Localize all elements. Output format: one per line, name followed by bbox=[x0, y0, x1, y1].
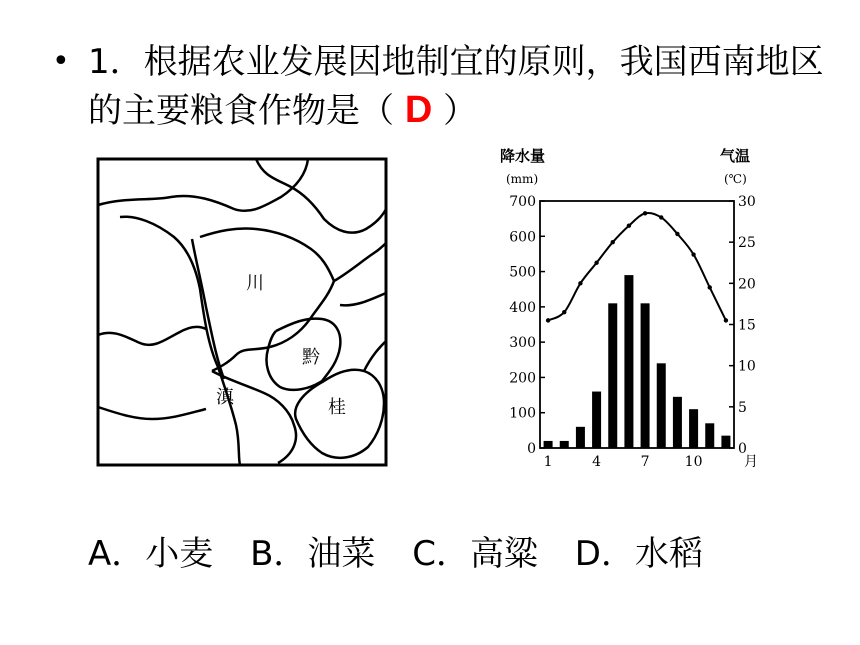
precip-bar-5 bbox=[608, 303, 617, 448]
right-tick-label-5: 5 bbox=[738, 399, 747, 416]
x-tick-label-4: 4 bbox=[592, 454, 602, 470]
boundary-top-right bbox=[256, 159, 386, 233]
answer-options bbox=[88, 530, 729, 578]
question-text-before: 1．根据农业发展因地制宜的原则，我国西南地区的主要粮食作物是（ bbox=[88, 42, 824, 131]
x-axis-unit: 月 bbox=[744, 454, 758, 470]
temp-point-9 bbox=[675, 232, 679, 236]
left-tick-label-0: 0 bbox=[527, 441, 536, 457]
map-label-sichuan: 川 bbox=[246, 273, 264, 294]
left-tick-label-500: 500 bbox=[509, 264, 536, 281]
question-text bbox=[88, 38, 828, 135]
climate-chart bbox=[492, 143, 772, 473]
right-tick-label-10: 10 bbox=[738, 358, 756, 375]
temp-point-12 bbox=[724, 318, 728, 322]
question-text-after: ） bbox=[432, 91, 478, 131]
temp-point-1 bbox=[546, 318, 550, 322]
precip-bar-8 bbox=[657, 363, 666, 448]
precip-bar-9 bbox=[673, 397, 682, 448]
map-label-guangxi: 桂 bbox=[328, 397, 346, 418]
x-tick-label-10: 10 bbox=[684, 454, 703, 470]
plot-frame bbox=[540, 201, 734, 448]
precip-bar-6 bbox=[624, 275, 633, 448]
precip-bar-7 bbox=[641, 303, 650, 448]
option-c[interactable]: C．高粱 bbox=[412, 534, 538, 574]
left-axis-title: 降水量 bbox=[500, 147, 546, 165]
right-tick-label-0: 0 bbox=[738, 441, 747, 457]
right-axis-title: 气温 bbox=[720, 147, 751, 165]
x-tick-label-1: 1 bbox=[543, 454, 553, 470]
left-tick-label-100: 100 bbox=[509, 405, 536, 422]
answer-mark: D bbox=[404, 89, 433, 131]
boundary-top bbox=[98, 159, 308, 211]
boundary-south-east bbox=[364, 341, 386, 371]
temp-point-5 bbox=[611, 240, 615, 244]
right-tick-label-25: 25 bbox=[738, 235, 756, 252]
left-axis-unit: (mm) bbox=[506, 172, 539, 186]
right-tick-label-30: 30 bbox=[738, 194, 756, 210]
precip-bar-3 bbox=[576, 427, 585, 448]
precip-bar-12 bbox=[721, 436, 730, 448]
temp-point-4 bbox=[594, 261, 598, 265]
left-tick-label-400: 400 bbox=[509, 299, 536, 316]
temp-point-10 bbox=[691, 252, 695, 256]
boundary-sichuan-north bbox=[200, 228, 334, 281]
right-tick-label-20: 20 bbox=[738, 276, 756, 293]
boundary-east-2 bbox=[340, 293, 386, 305]
left-tick-label-300: 300 bbox=[509, 335, 536, 352]
left-tick-label-600: 600 bbox=[509, 229, 536, 246]
temp-point-11 bbox=[708, 285, 712, 289]
temperature-line bbox=[548, 213, 726, 320]
left-tick-label-200: 200 bbox=[509, 370, 536, 387]
precip-bar-10 bbox=[689, 409, 698, 448]
precip-bar-11 bbox=[705, 423, 714, 448]
temp-point-8 bbox=[659, 215, 663, 219]
x-tick-label-7: 7 bbox=[640, 454, 650, 470]
precip-bar-4 bbox=[592, 392, 601, 448]
temp-point-7 bbox=[643, 211, 647, 215]
left-tick-label-700: 700 bbox=[509, 194, 536, 210]
temp-point-2 bbox=[562, 310, 566, 314]
boundary-sichuan-west-inner bbox=[192, 239, 224, 379]
boundary-west bbox=[98, 327, 206, 345]
map-label-guizhou: 黔 bbox=[302, 347, 320, 368]
southwest-china-map bbox=[96, 157, 388, 467]
temp-point-6 bbox=[627, 224, 631, 228]
right-tick-label-15: 15 bbox=[738, 317, 756, 334]
boundary-yunnan-west bbox=[98, 407, 206, 419]
right-axis-unit: (℃) bbox=[724, 172, 747, 186]
bullet: • bbox=[52, 44, 70, 79]
option-d[interactable]: D．水稻 bbox=[574, 534, 703, 574]
option-a[interactable]: A．小麦 bbox=[88, 534, 214, 574]
boundary-sichuan-east bbox=[270, 281, 334, 347]
temp-point-3 bbox=[578, 281, 582, 285]
map-label-yunnan: 滇 bbox=[216, 387, 234, 408]
boundary-sichuan-south bbox=[212, 347, 270, 371]
boundary-east bbox=[334, 243, 386, 281]
precip-bar-2 bbox=[560, 441, 569, 448]
option-b[interactable]: B．油菜 bbox=[250, 534, 376, 574]
